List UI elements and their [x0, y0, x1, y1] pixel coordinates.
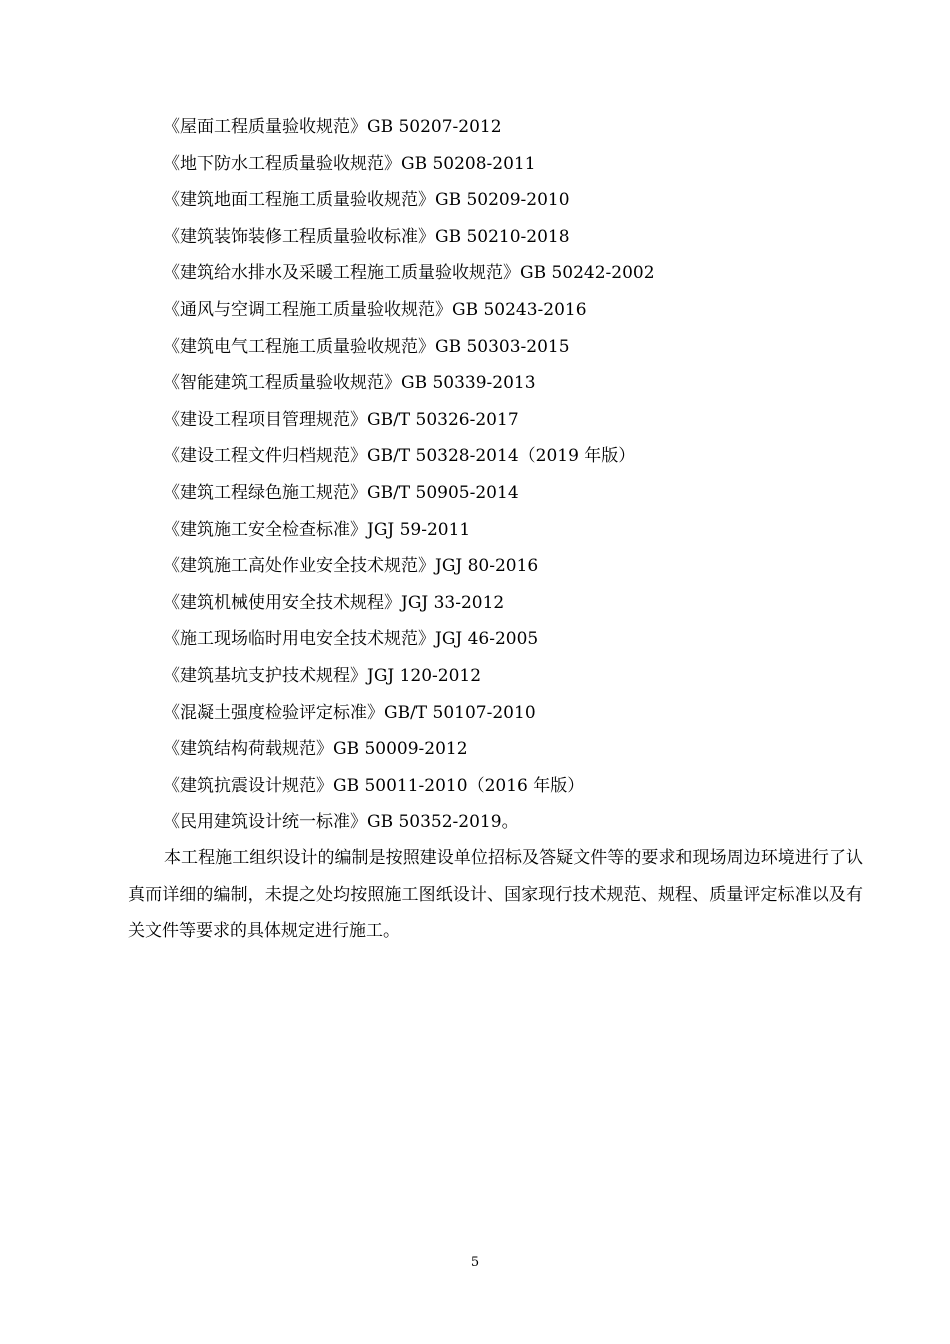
page-number: 5 — [470, 1255, 480, 1270]
standard-item: 《施工现场临时用电安全技术规范》JGJ 46-2005 — [163, 629, 539, 650]
standard-item: 《建筑抗震设计规范》GB 50011-2010（2016 年版） — [163, 775, 585, 796]
standard-item: 《建筑机械使用安全技术规程》JGJ 33-2012 — [163, 592, 505, 613]
standard-item: 《建筑电气工程施工质量验收规范》GB 50303-2015 — [163, 336, 570, 357]
standard-item: 《建筑施工安全检查标准》JGJ 59-2011 — [163, 519, 471, 540]
standard-item: 《通风与空调工程施工质量验收规范》GB 50243-2016 — [163, 299, 587, 320]
standard-item: 《建筑给水排水及采暖工程施工质量验收规范》GB 50242-2002 — [163, 263, 655, 284]
standard-item: 《建筑装饰装修工程质量验收标准》GB 50210-2018 — [163, 226, 570, 247]
body-paragraph: 本工程施工组织设计的编制是按照建设单位招标及答疑文件等的要求和现场周边环境进行了认真而详细的编制，未提之处均按照施工图纸设计、国家现行技术规范、规程、质量评定标准以及有关文件等要求的具体规定进行施工。 — [128, 848, 863, 942]
standard-item: 《屋面工程质量验收规范》GB 50207-2012 — [163, 117, 502, 137]
standard-item: 《建筑地面工程施工质量验收规范》GB 50209-2010 — [163, 190, 570, 211]
standard-item: 《地下防水工程质量验收规范》GB 50208-2011 — [163, 153, 536, 174]
standard-item: 《民用建筑设计统一标准》GB 50352-2019。 — [163, 812, 519, 833]
standard-item: 《建筑基坑支护技术规程》JGJ 120-2012 — [163, 665, 482, 686]
standard-item: 《建设工程文件归档规范》GB/T 50328-2014（2019 年版） — [163, 446, 636, 467]
standards-list — [163, 109, 883, 841]
standard-item: 《建设工程项目管理规范》GB/T 50326-2017 — [163, 409, 519, 430]
standard-item: 《建筑结构荷载规范》GB 50009-2012 — [163, 739, 468, 760]
standard-item: 《建筑工程绿色施工规范》GB/T 50905-2014 — [163, 482, 519, 503]
standard-item: 《混凝土强度检验评定标准》GB/T 50107-2010 — [163, 702, 536, 723]
standard-item: 《智能建筑工程质量验收规范》GB 50339-2013 — [163, 373, 536, 394]
standard-item: 《建筑施工高处作业安全技术规范》JGJ 80-2016 — [163, 556, 539, 577]
